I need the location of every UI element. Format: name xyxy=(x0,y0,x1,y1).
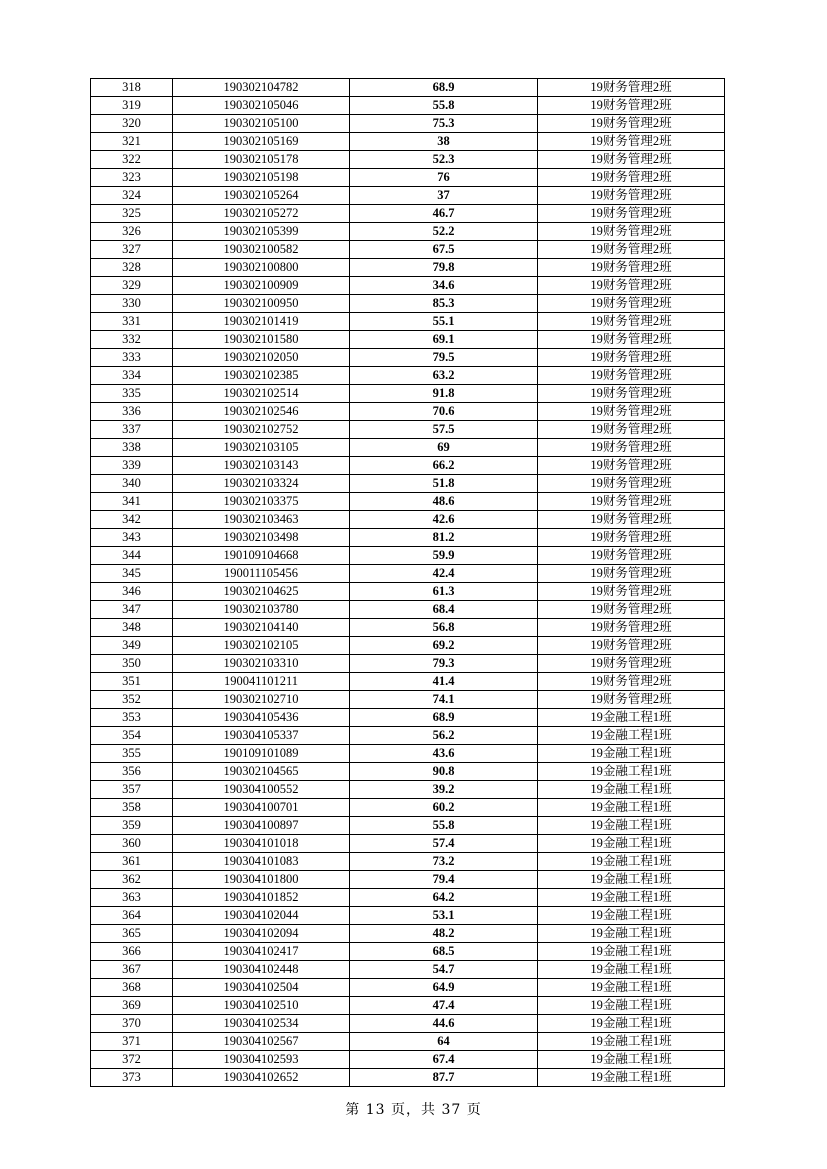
score-cell: 63.2 xyxy=(350,367,538,385)
table-row xyxy=(91,655,725,673)
row-number-cell: 364 xyxy=(91,907,173,925)
row-number-cell: 339 xyxy=(91,457,173,475)
student-id-cell: 190302105272 xyxy=(173,205,350,223)
score-cell: 34.6 xyxy=(350,277,538,295)
score-cell: 64.2 xyxy=(350,889,538,907)
row-number-cell: 324 xyxy=(91,187,173,205)
score-cell: 68.9 xyxy=(350,79,538,97)
class-name-cell: 19金融工程1班 xyxy=(538,763,725,781)
student-id-cell: 190302103105 xyxy=(173,439,350,457)
score-cell: 87.7 xyxy=(350,1069,538,1087)
class-name-cell: 19金融工程1班 xyxy=(538,907,725,925)
student-id-cell: 190304102652 xyxy=(173,1069,350,1087)
score-cell: 52.3 xyxy=(350,151,538,169)
class-name-cell: 19财务管理2班 xyxy=(538,691,725,709)
student-id-cell: 190304102510 xyxy=(173,997,350,1015)
class-name-cell: 19财务管理2班 xyxy=(538,385,725,403)
student-id-cell: 190302101580 xyxy=(173,331,350,349)
score-cell: 73.2 xyxy=(350,853,538,871)
class-name-cell: 19财务管理2班 xyxy=(538,259,725,277)
table-row xyxy=(91,871,725,889)
row-number-cell: 319 xyxy=(91,97,173,115)
row-number-cell: 325 xyxy=(91,205,173,223)
class-name-cell: 19财务管理2班 xyxy=(538,241,725,259)
table-row xyxy=(91,439,725,457)
class-name-cell: 19财务管理2班 xyxy=(538,511,725,529)
class-name-cell: 19财务管理2班 xyxy=(538,115,725,133)
row-number-cell: 318 xyxy=(91,79,173,97)
row-number-cell: 347 xyxy=(91,601,173,619)
row-number-cell: 345 xyxy=(91,565,173,583)
score-cell: 39.2 xyxy=(350,781,538,799)
class-name-cell: 19财务管理2班 xyxy=(538,331,725,349)
student-id-cell: 190302104565 xyxy=(173,763,350,781)
score-cell: 66.2 xyxy=(350,457,538,475)
row-number-cell: 346 xyxy=(91,583,173,601)
table-row xyxy=(91,259,725,277)
table-row xyxy=(91,1033,725,1051)
class-name-cell: 19金融工程1班 xyxy=(538,925,725,943)
score-cell: 54.7 xyxy=(350,961,538,979)
score-cell: 68.5 xyxy=(350,943,538,961)
student-id-cell: 190304101018 xyxy=(173,835,350,853)
table-row xyxy=(91,817,725,835)
class-name-cell: 19财务管理2班 xyxy=(538,619,725,637)
class-name-cell: 19财务管理2班 xyxy=(538,565,725,583)
table-row xyxy=(91,241,725,259)
class-name-cell: 19金融工程1班 xyxy=(538,1015,725,1033)
row-number-cell: 333 xyxy=(91,349,173,367)
score-cell: 90.8 xyxy=(350,763,538,781)
table-row xyxy=(91,619,725,637)
class-name-cell: 19财务管理2班 xyxy=(538,313,725,331)
table-row xyxy=(91,529,725,547)
class-name-cell: 19财务管理2班 xyxy=(538,637,725,655)
score-cell: 79.3 xyxy=(350,655,538,673)
score-cell: 79.4 xyxy=(350,871,538,889)
score-cell: 56.2 xyxy=(350,727,538,745)
student-id-cell: 190302102546 xyxy=(173,403,350,421)
score-cell: 64.9 xyxy=(350,979,538,997)
score-cell: 57.5 xyxy=(350,421,538,439)
student-id-cell: 190302105399 xyxy=(173,223,350,241)
class-name-cell: 19财务管理2班 xyxy=(538,367,725,385)
score-cell: 42.6 xyxy=(350,511,538,529)
score-cell: 53.1 xyxy=(350,907,538,925)
class-name-cell: 19金融工程1班 xyxy=(538,1051,725,1069)
class-name-cell: 19金融工程1班 xyxy=(538,961,725,979)
table-row xyxy=(91,799,725,817)
table-row xyxy=(91,1069,725,1087)
table-row xyxy=(91,853,725,871)
student-id-cell: 190302103310 xyxy=(173,655,350,673)
score-cell: 48.6 xyxy=(350,493,538,511)
table-row xyxy=(91,421,725,439)
score-cell: 67.5 xyxy=(350,241,538,259)
score-cell: 51.8 xyxy=(350,475,538,493)
student-id-cell: 190302103324 xyxy=(173,475,350,493)
class-name-cell: 19财务管理2班 xyxy=(538,475,725,493)
row-number-cell: 360 xyxy=(91,835,173,853)
table-row xyxy=(91,997,725,1015)
score-cell: 79.5 xyxy=(350,349,538,367)
class-name-cell: 19财务管理2班 xyxy=(538,133,725,151)
score-cell: 67.4 xyxy=(350,1051,538,1069)
score-cell: 55.1 xyxy=(350,313,538,331)
row-number-cell: 329 xyxy=(91,277,173,295)
student-id-cell: 190304102044 xyxy=(173,907,350,925)
table-row xyxy=(91,79,725,97)
score-cell: 85.3 xyxy=(350,295,538,313)
score-cell: 68.9 xyxy=(350,709,538,727)
row-number-cell: 373 xyxy=(91,1069,173,1087)
score-cell: 70.6 xyxy=(350,403,538,421)
row-number-cell: 337 xyxy=(91,421,173,439)
table-row xyxy=(91,385,725,403)
row-number-cell: 356 xyxy=(91,763,173,781)
score-cell: 55.8 xyxy=(350,97,538,115)
row-number-cell: 344 xyxy=(91,547,173,565)
class-name-cell: 19金融工程1班 xyxy=(538,889,725,907)
row-number-cell: 331 xyxy=(91,313,173,331)
class-name-cell: 19金融工程1班 xyxy=(538,943,725,961)
score-cell: 69.1 xyxy=(350,331,538,349)
student-id-cell: 190302102752 xyxy=(173,421,350,439)
score-cell: 60.2 xyxy=(350,799,538,817)
score-cell: 59.9 xyxy=(350,547,538,565)
table-row xyxy=(91,367,725,385)
score-cell: 79.8 xyxy=(350,259,538,277)
student-id-cell: 190304101800 xyxy=(173,871,350,889)
row-number-cell: 370 xyxy=(91,1015,173,1033)
score-cell: 46.7 xyxy=(350,205,538,223)
class-name-cell: 19财务管理2班 xyxy=(538,79,725,97)
student-id-cell: 190302105264 xyxy=(173,187,350,205)
student-id-cell: 190302104625 xyxy=(173,583,350,601)
row-number-cell: 359 xyxy=(91,817,173,835)
score-cell: 61.3 xyxy=(350,583,538,601)
table-row xyxy=(91,781,725,799)
table-row xyxy=(91,313,725,331)
score-cell: 37 xyxy=(350,187,538,205)
student-id-cell: 190304100897 xyxy=(173,817,350,835)
table-row xyxy=(91,205,725,223)
row-number-cell: 326 xyxy=(91,223,173,241)
row-number-cell: 341 xyxy=(91,493,173,511)
row-number-cell: 355 xyxy=(91,745,173,763)
student-id-cell: 190304100552 xyxy=(173,781,350,799)
table-row xyxy=(91,151,725,169)
score-cell: 57.4 xyxy=(350,835,538,853)
class-name-cell: 19财务管理2班 xyxy=(538,151,725,169)
class-name-cell: 19财务管理2班 xyxy=(538,601,725,619)
score-cell: 47.4 xyxy=(350,997,538,1015)
row-number-cell: 350 xyxy=(91,655,173,673)
score-cell: 75.3 xyxy=(350,115,538,133)
class-name-cell: 19财务管理2班 xyxy=(538,97,725,115)
student-id-cell: 190302104782 xyxy=(173,79,350,97)
table-row xyxy=(91,961,725,979)
table-row xyxy=(91,115,725,133)
score-cell: 52.2 xyxy=(350,223,538,241)
student-id-cell: 190304102094 xyxy=(173,925,350,943)
class-name-cell: 19金融工程1班 xyxy=(538,979,725,997)
row-number-cell: 343 xyxy=(91,529,173,547)
table-row xyxy=(91,331,725,349)
class-name-cell: 19财务管理2班 xyxy=(538,673,725,691)
row-number-cell: 334 xyxy=(91,367,173,385)
student-id-cell: 190302102050 xyxy=(173,349,350,367)
student-id-cell: 190302100582 xyxy=(173,241,350,259)
table-row xyxy=(91,943,725,961)
class-name-cell: 19财务管理2班 xyxy=(538,205,725,223)
table-row xyxy=(91,493,725,511)
student-id-cell: 190304101852 xyxy=(173,889,350,907)
class-name-cell: 19财务管理2班 xyxy=(538,583,725,601)
row-number-cell: 336 xyxy=(91,403,173,421)
class-name-cell: 19财务管理2班 xyxy=(538,655,725,673)
table-row xyxy=(91,745,725,763)
table-row xyxy=(91,403,725,421)
table-row xyxy=(91,169,725,187)
table-row xyxy=(91,637,725,655)
table-row xyxy=(91,583,725,601)
score-table-body xyxy=(91,79,725,1087)
table-row xyxy=(91,691,725,709)
table-row xyxy=(91,475,725,493)
score-cell: 44.6 xyxy=(350,1015,538,1033)
student-id-cell: 190302100950 xyxy=(173,295,350,313)
row-number-cell: 372 xyxy=(91,1051,173,1069)
student-id-cell: 190304102567 xyxy=(173,1033,350,1051)
class-name-cell: 19金融工程1班 xyxy=(538,727,725,745)
class-name-cell: 19金融工程1班 xyxy=(538,745,725,763)
student-id-cell: 190302105046 xyxy=(173,97,350,115)
score-cell: 76 xyxy=(350,169,538,187)
table-row xyxy=(91,907,725,925)
student-id-cell: 190109101089 xyxy=(173,745,350,763)
student-id-cell: 190302100909 xyxy=(173,277,350,295)
student-id-cell: 190011105456 xyxy=(173,565,350,583)
student-id-cell: 190041101211 xyxy=(173,673,350,691)
class-name-cell: 19金融工程1班 xyxy=(538,1033,725,1051)
score-cell: 74.1 xyxy=(350,691,538,709)
student-id-cell: 190304105436 xyxy=(173,709,350,727)
student-id-cell: 190302102514 xyxy=(173,385,350,403)
class-name-cell: 19财务管理2班 xyxy=(538,169,725,187)
row-number-cell: 354 xyxy=(91,727,173,745)
score-cell: 41.4 xyxy=(350,673,538,691)
row-number-cell: 366 xyxy=(91,943,173,961)
student-id-cell: 190304105337 xyxy=(173,727,350,745)
score-cell: 64 xyxy=(350,1033,538,1051)
student-id-cell: 190304102448 xyxy=(173,961,350,979)
table-row xyxy=(91,763,725,781)
class-name-cell: 19金融工程1班 xyxy=(538,709,725,727)
table-row xyxy=(91,565,725,583)
row-number-cell: 368 xyxy=(91,979,173,997)
table-row xyxy=(91,1015,725,1033)
class-name-cell: 19财务管理2班 xyxy=(538,529,725,547)
score-cell: 68.4 xyxy=(350,601,538,619)
class-name-cell: 19财务管理2班 xyxy=(538,547,725,565)
score-cell: 69.2 xyxy=(350,637,538,655)
class-name-cell: 19金融工程1班 xyxy=(538,853,725,871)
row-number-cell: 321 xyxy=(91,133,173,151)
table-row xyxy=(91,277,725,295)
score-cell: 56.8 xyxy=(350,619,538,637)
student-id-cell: 190304100701 xyxy=(173,799,350,817)
table-row xyxy=(91,889,725,907)
student-id-cell: 190304102593 xyxy=(173,1051,350,1069)
student-id-cell: 190302102710 xyxy=(173,691,350,709)
student-id-cell: 190302104140 xyxy=(173,619,350,637)
class-name-cell: 19财务管理2班 xyxy=(538,439,725,457)
student-id-cell: 190304102504 xyxy=(173,979,350,997)
class-name-cell: 19财务管理2班 xyxy=(538,187,725,205)
class-name-cell: 19财务管理2班 xyxy=(538,277,725,295)
student-id-cell: 190304101083 xyxy=(173,853,350,871)
table-row xyxy=(91,547,725,565)
table-row xyxy=(91,601,725,619)
class-name-cell: 19金融工程1班 xyxy=(538,799,725,817)
student-id-cell: 190302103143 xyxy=(173,457,350,475)
table-row xyxy=(91,979,725,997)
student-id-cell: 190302103498 xyxy=(173,529,350,547)
score-cell: 48.2 xyxy=(350,925,538,943)
table-row xyxy=(91,709,725,727)
class-name-cell: 19金融工程1班 xyxy=(538,781,725,799)
student-id-cell: 190302105198 xyxy=(173,169,350,187)
row-number-cell: 327 xyxy=(91,241,173,259)
class-name-cell: 19金融工程1班 xyxy=(538,817,725,835)
score-cell: 38 xyxy=(350,133,538,151)
row-number-cell: 351 xyxy=(91,673,173,691)
class-name-cell: 19财务管理2班 xyxy=(538,493,725,511)
score-table xyxy=(90,78,725,1087)
row-number-cell: 323 xyxy=(91,169,173,187)
row-number-cell: 348 xyxy=(91,619,173,637)
student-id-cell: 190302102105 xyxy=(173,637,350,655)
student-id-cell: 190304102534 xyxy=(173,1015,350,1033)
row-number-cell: 320 xyxy=(91,115,173,133)
class-name-cell: 19财务管理2班 xyxy=(538,349,725,367)
student-id-cell: 190304102417 xyxy=(173,943,350,961)
class-name-cell: 19财务管理2班 xyxy=(538,223,725,241)
student-id-cell: 190302103780 xyxy=(173,601,350,619)
table-row xyxy=(91,1051,725,1069)
table-row xyxy=(91,295,725,313)
row-number-cell: 365 xyxy=(91,925,173,943)
table-row xyxy=(91,349,725,367)
table-row xyxy=(91,835,725,853)
table-row xyxy=(91,457,725,475)
row-number-cell: 330 xyxy=(91,295,173,313)
table-row xyxy=(91,97,725,115)
table-row xyxy=(91,133,725,151)
row-number-cell: 340 xyxy=(91,475,173,493)
class-name-cell: 19财务管理2班 xyxy=(538,403,725,421)
class-name-cell: 19财务管理2班 xyxy=(538,295,725,313)
row-number-cell: 367 xyxy=(91,961,173,979)
row-number-cell: 361 xyxy=(91,853,173,871)
score-cell: 81.2 xyxy=(350,529,538,547)
class-name-cell: 19财务管理2班 xyxy=(538,421,725,439)
score-cell: 69 xyxy=(350,439,538,457)
row-number-cell: 338 xyxy=(91,439,173,457)
student-id-cell: 190109104668 xyxy=(173,547,350,565)
class-name-cell: 19金融工程1班 xyxy=(538,997,725,1015)
row-number-cell: 342 xyxy=(91,511,173,529)
table-row xyxy=(91,187,725,205)
score-cell: 43.6 xyxy=(350,745,538,763)
score-cell: 55.8 xyxy=(350,817,538,835)
page-footer: 第 13 页，共 37 页 xyxy=(345,1102,482,1118)
table-row xyxy=(91,223,725,241)
table-row xyxy=(91,673,725,691)
row-number-cell: 328 xyxy=(91,259,173,277)
row-number-cell: 357 xyxy=(91,781,173,799)
table-row xyxy=(91,511,725,529)
class-name-cell: 19金融工程1班 xyxy=(538,1069,725,1087)
row-number-cell: 322 xyxy=(91,151,173,169)
row-number-cell: 335 xyxy=(91,385,173,403)
row-number-cell: 362 xyxy=(91,871,173,889)
class-name-cell: 19财务管理2班 xyxy=(538,457,725,475)
row-number-cell: 358 xyxy=(91,799,173,817)
row-number-cell: 363 xyxy=(91,889,173,907)
row-number-cell: 349 xyxy=(91,637,173,655)
student-id-cell: 190302101419 xyxy=(173,313,350,331)
row-number-cell: 369 xyxy=(91,997,173,1015)
row-number-cell: 352 xyxy=(91,691,173,709)
student-id-cell: 190302103463 xyxy=(173,511,350,529)
student-id-cell: 190302105100 xyxy=(173,115,350,133)
student-id-cell: 190302105169 xyxy=(173,133,350,151)
table-row xyxy=(91,727,725,745)
score-cell: 42.4 xyxy=(350,565,538,583)
student-id-cell: 190302102385 xyxy=(173,367,350,385)
table-row xyxy=(91,925,725,943)
score-cell: 91.8 xyxy=(350,385,538,403)
student-id-cell: 190302105178 xyxy=(173,151,350,169)
row-number-cell: 371 xyxy=(91,1033,173,1051)
student-id-cell: 190302103375 xyxy=(173,493,350,511)
class-name-cell: 19金融工程1班 xyxy=(538,835,725,853)
row-number-cell: 332 xyxy=(91,331,173,349)
row-number-cell: 353 xyxy=(91,709,173,727)
class-name-cell: 19金融工程1班 xyxy=(538,871,725,889)
student-id-cell: 190302100800 xyxy=(173,259,350,277)
